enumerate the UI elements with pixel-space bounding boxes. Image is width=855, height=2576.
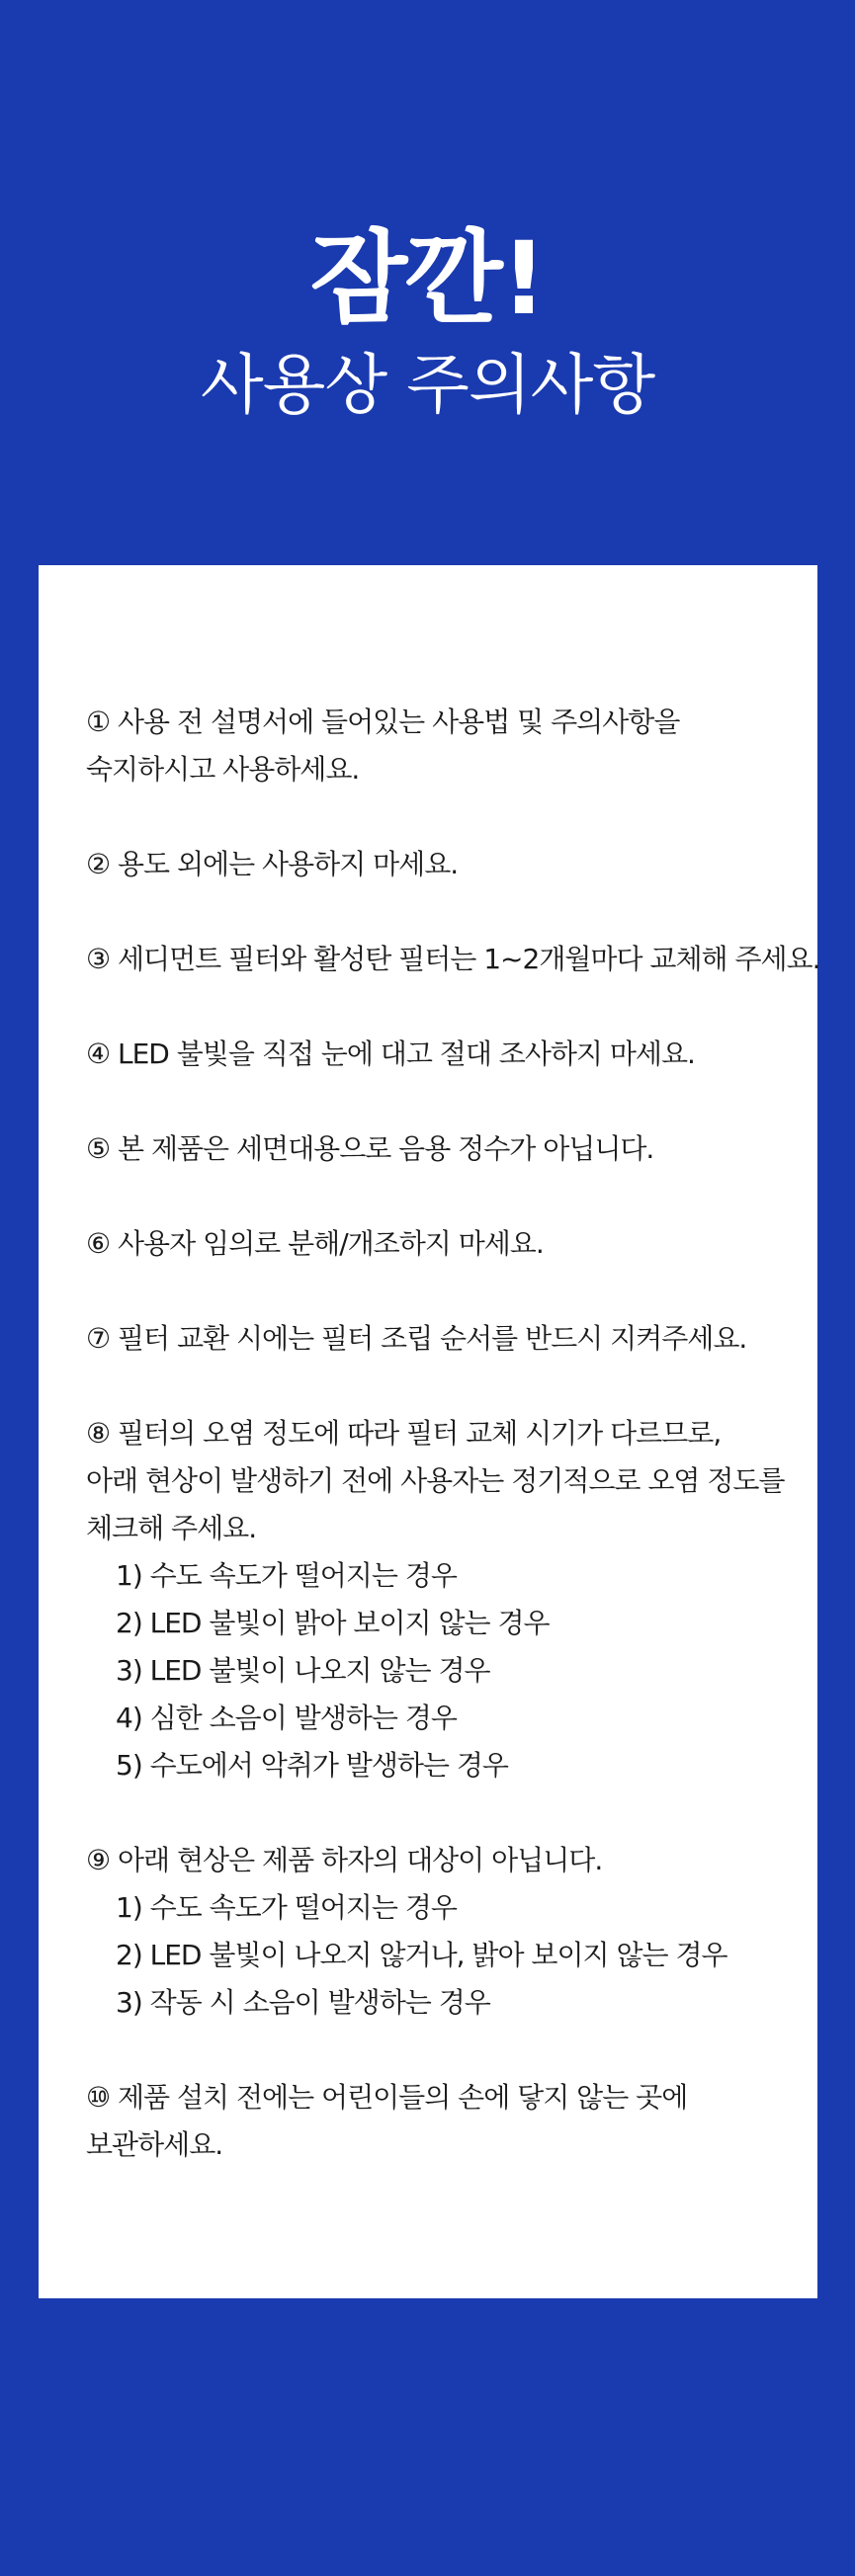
notice-text: ⑦ 필터 교환 시에는 필터 조립 순서를 반드시 지켜주세요. bbox=[86, 1322, 747, 1355]
notice-text: ② 용도 외에는 사용하지 마세요. bbox=[86, 848, 459, 880]
notice-item bbox=[86, 1837, 808, 2027]
notice-subitem: 1) 수도 속도가 떨어지는 경우 bbox=[116, 1559, 457, 1592]
notice-item bbox=[86, 1315, 808, 1363]
notice-text: ⑨ 아래 현상은 제품 하자의 대상이 아닙니다. bbox=[86, 1844, 603, 1876]
notice-text: ④ LED 불빛을 직접 눈에 대고 절대 조사하지 마세요. bbox=[86, 1038, 695, 1070]
notice-item bbox=[86, 699, 808, 793]
notice-item bbox=[86, 1125, 808, 1173]
notice-item bbox=[86, 1031, 808, 1078]
notice-text: ① 사용 전 설명서에 들어있는 사용법 및 주의사항을 bbox=[86, 706, 680, 738]
notice-text: ⑥ 사용자 임의로 분해/개조하지 마세요. bbox=[86, 1227, 544, 1260]
notice-text: 보관하세요. bbox=[86, 2128, 223, 2161]
notice-subitem: 2) LED 불빛이 나오지 않거나, 밝아 보이지 않는 경우 bbox=[116, 1939, 727, 1971]
notice-item bbox=[86, 1410, 808, 1789]
page-subtitle: 사용상 주의사항 bbox=[200, 347, 655, 423]
notice-card bbox=[39, 565, 820, 2298]
notice-text: 아래 현상이 발생하기 전에 사용자는 정기적으로 오염 정도를 bbox=[86, 1464, 785, 1497]
notice-subitem: 3) LED 불빛이 나오지 않는 경우 bbox=[116, 1654, 490, 1687]
notice-text: ③ 세디먼트 필터와 활성탄 필터는 1~2개월마다 교체해 주세요. bbox=[86, 943, 820, 975]
notice-subitem: 1) 수도 속도가 떨어지는 경우 bbox=[116, 1891, 457, 1924]
page-title: 잠깐! bbox=[309, 220, 546, 338]
notice-list bbox=[86, 699, 820, 2216]
notice-item bbox=[86, 936, 820, 983]
notice-subitem: 4) 심한 소음이 발생하는 경우 bbox=[116, 1702, 457, 1734]
notice-text: ⑤ 본 제품은 세면대용으로 음용 정수가 아닙니다. bbox=[86, 1132, 654, 1165]
notice-item bbox=[86, 841, 808, 888]
notice-text: ⑩ 제품 설치 전에는 어린이들의 손에 닿지 않는 곳에 bbox=[86, 2081, 688, 2114]
notice-subitem: 3) 작동 시 소음이 발생하는 경우 bbox=[116, 1986, 490, 2019]
notice-subitem: 2) LED 불빛이 밝아 보이지 않는 경우 bbox=[116, 1607, 550, 1639]
notice-text: 숙지하시고 사용하세요. bbox=[86, 753, 360, 786]
notice-subitem: 5) 수도에서 악취가 발생하는 경우 bbox=[116, 1749, 508, 1782]
notice-text: ⑧ 필터의 오염 정도에 따라 필터 교체 시기가 다르므로, bbox=[86, 1417, 722, 1450]
notice-item bbox=[86, 2074, 808, 2169]
notice-item bbox=[86, 1220, 808, 1268]
notice-text: 체크해 주세요. bbox=[86, 1512, 257, 1544]
